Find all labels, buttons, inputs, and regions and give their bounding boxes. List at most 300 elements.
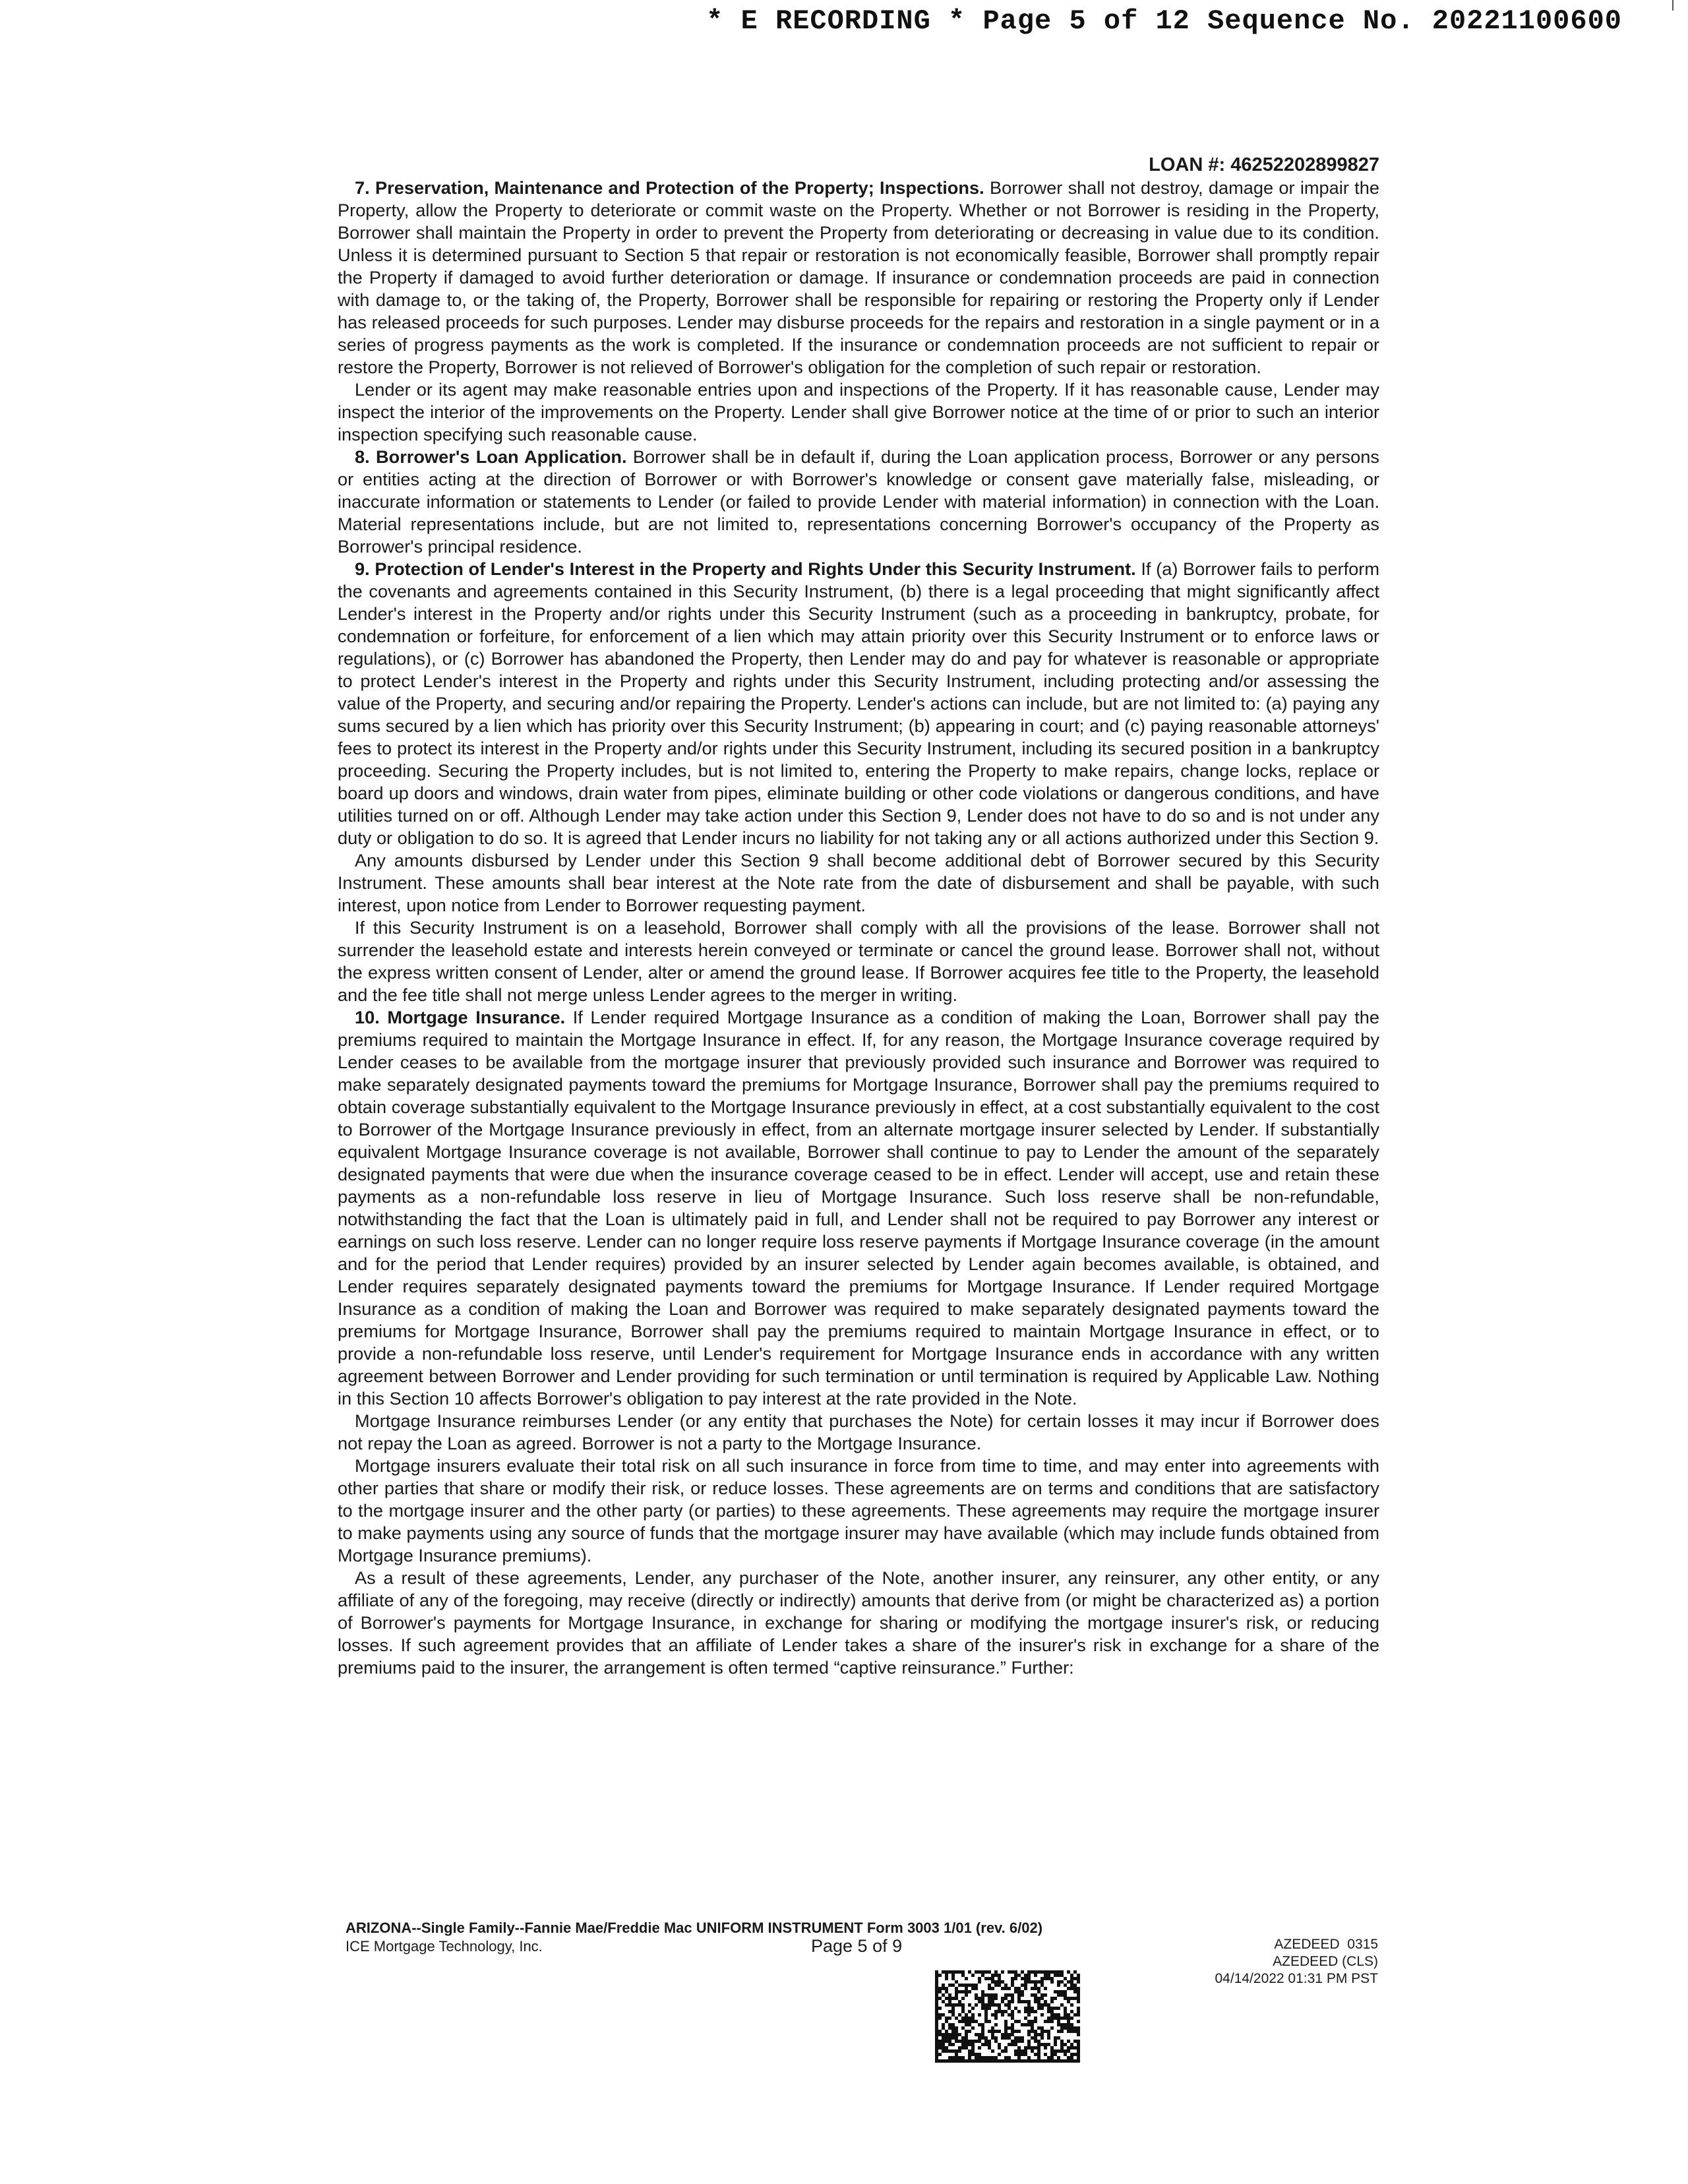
barcode-cell xyxy=(981,2059,984,2063)
barcode-cell xyxy=(942,2036,945,2040)
barcode-cell xyxy=(1070,2026,1073,2030)
barcode-cell xyxy=(971,2013,975,2017)
barcode-cell xyxy=(988,2007,991,2010)
barcode-cell xyxy=(935,2000,938,2003)
barcode-cell xyxy=(1077,2026,1080,2030)
barcode-cell xyxy=(942,2000,945,2003)
barcode-cell xyxy=(1057,1984,1060,1987)
barcode-cell xyxy=(971,2026,975,2030)
loan-number: LOAN #: 46252202899827 xyxy=(1149,154,1379,175)
section-9-number: 9. xyxy=(355,559,370,579)
barcode-cell xyxy=(1057,1980,1060,1984)
barcode-cell xyxy=(965,1993,968,1997)
barcode-cell xyxy=(994,1974,998,1977)
barcode-cell xyxy=(1077,2000,1080,2003)
barcode-cell xyxy=(981,2033,984,2036)
barcode-cell xyxy=(1057,1990,1060,1993)
barcode-cell xyxy=(984,2040,988,2043)
barcode-cell xyxy=(968,2030,971,2033)
barcode-cell xyxy=(1024,2017,1027,2020)
barcode-cell xyxy=(938,2043,942,2046)
barcode-cell xyxy=(1004,2020,1008,2023)
barcode-cell xyxy=(951,2026,955,2030)
barcode-cell xyxy=(998,2030,1001,2033)
barcode-cell xyxy=(1017,2049,1021,2053)
barcode-cell xyxy=(1070,2043,1073,2046)
barcode-cell xyxy=(1057,2023,1060,2026)
barcode-cell xyxy=(1067,2040,1070,2043)
barcode-cell xyxy=(1011,2059,1014,2063)
barcode-cell xyxy=(938,2017,942,2020)
barcode-cell xyxy=(955,2026,958,2030)
barcode-cell xyxy=(1034,2036,1037,2040)
barcode-cell xyxy=(945,1970,948,1974)
barcode-cell xyxy=(1008,2036,1011,2040)
section-9-paragraph-3: If this Security Instrument is on a leasehold, Borrower shall comply with all the provisions of the lease. Borrower shall not surrender the leasehold estate and interests herein conveyed or terminate or cancel the ground lease. Borrower shall not, without the express written consent of Lender, alter or amend the ground lease. If Borrower acquires fee title to the Property, the leasehold and the fee title shall not merge unless Lender agrees to the merger in writing. xyxy=(338,917,1379,1005)
barcode-cell xyxy=(1014,1987,1017,1990)
barcode-cell xyxy=(1040,1997,1044,2000)
barcode-cell xyxy=(938,2030,942,2033)
barcode-cell xyxy=(1077,1980,1080,1984)
barcode-cell xyxy=(984,2036,988,2040)
barcode-cell xyxy=(1047,2036,1050,2040)
barcode-cell xyxy=(968,2059,971,2063)
barcode-cell xyxy=(1014,2020,1017,2023)
barcode-cell xyxy=(961,1974,965,1977)
barcode-cell xyxy=(965,1977,968,1980)
scan-edge-mark xyxy=(1672,0,1673,11)
barcode-cell xyxy=(1014,2007,1017,2010)
barcode-cell xyxy=(961,2040,965,2043)
barcode-cell xyxy=(1021,1977,1024,1980)
barcode-cell xyxy=(1057,1974,1060,1977)
barcode-cell xyxy=(1031,2046,1034,2049)
barcode-cell xyxy=(994,1993,998,1997)
barcode-cell xyxy=(1070,2056,1073,2059)
section-7 xyxy=(338,177,1379,379)
barcode-cell xyxy=(1031,2030,1034,2033)
barcode-cell xyxy=(1040,2043,1044,2046)
barcode-cell xyxy=(1070,1980,1073,1984)
barcode-cell xyxy=(1004,2059,1008,2063)
barcode-cell xyxy=(965,1990,968,1993)
barcode-cell xyxy=(948,2000,951,2003)
barcode-cell xyxy=(948,1997,951,2000)
barcode-cell xyxy=(1037,2046,1040,2049)
barcode-cell xyxy=(1031,2026,1034,2030)
barcode-cell xyxy=(1031,1970,1034,1974)
barcode-cell xyxy=(1004,1987,1008,1990)
barcode-cell xyxy=(994,2059,998,2063)
barcode-cell xyxy=(1073,1984,1077,1987)
barcode-cell xyxy=(1027,1974,1031,1977)
barcode-cell xyxy=(958,2013,961,2017)
barcode-cell xyxy=(1047,2056,1050,2059)
barcode-cell xyxy=(1004,1984,1008,1987)
barcode-cell xyxy=(1064,2023,1067,2026)
barcode-cell xyxy=(1077,2043,1080,2046)
barcode-cell xyxy=(1073,2059,1077,2063)
barcode-cell xyxy=(975,2059,978,2063)
barcode-cell xyxy=(1004,2049,1008,2053)
barcode-cell xyxy=(1064,2017,1067,2020)
barcode-cell xyxy=(1054,2036,1057,2040)
footer-form-line: ARIZONA--Single Family--Fannie Mae/Freddie Mac UNIFORM INSTRUMENT Form 3003 1/01 (rev. 6/02) xyxy=(346,1920,1043,1936)
barcode-cell xyxy=(1050,2007,1054,2010)
barcode-cell xyxy=(1057,2036,1060,2040)
barcode-cell xyxy=(1077,2010,1080,2013)
barcode-cell xyxy=(1077,2053,1080,2056)
barcode-cell xyxy=(1037,2026,1040,2030)
barcode-cell xyxy=(998,2003,1001,2007)
barcode-cell xyxy=(1014,2053,1017,2056)
barcode-cell xyxy=(958,2049,961,2053)
barcode-cell xyxy=(942,2046,945,2049)
barcode-cell xyxy=(1067,2026,1070,2030)
barcode-cell xyxy=(1050,2049,1054,2053)
barcode-cell xyxy=(984,1970,988,1974)
barcode-cell xyxy=(938,2053,942,2056)
barcode-cell xyxy=(975,2053,978,2056)
barcode-cell xyxy=(1057,1993,1060,1997)
barcode-cell xyxy=(1027,2000,1031,2003)
barcode-cell xyxy=(1027,2030,1031,2033)
barcode-cell xyxy=(948,2017,951,2020)
barcode-cell xyxy=(1024,2023,1027,2026)
barcode-cell xyxy=(984,2017,988,2020)
barcode-cell xyxy=(955,1993,958,1997)
barcode-cell xyxy=(1031,1987,1034,1990)
barcode-cell xyxy=(958,2003,961,2007)
barcode-cell xyxy=(1067,2013,1070,2017)
barcode-cell xyxy=(988,1977,991,1980)
barcode-cell xyxy=(955,2049,958,2053)
barcode-cell xyxy=(1054,2013,1057,2017)
footer-company: ICE Mortgage Technology, Inc. xyxy=(346,1938,543,1955)
barcode-cell xyxy=(935,1984,938,1987)
barcode-cell xyxy=(935,2049,938,2053)
barcode-cell xyxy=(998,2007,1001,2010)
barcode-cell xyxy=(988,2020,991,2023)
barcode-cell xyxy=(1077,1987,1080,1990)
barcode-cell xyxy=(994,2036,998,2040)
barcode-cell xyxy=(1073,2053,1077,2056)
footer-form-info xyxy=(346,1919,1042,1956)
barcode-cell xyxy=(1037,1970,1040,1974)
barcode-cell xyxy=(1037,1997,1040,2000)
barcode-cell xyxy=(1044,1970,1047,1974)
barcode-cell xyxy=(1004,2046,1008,2049)
barcode-cell xyxy=(958,2020,961,2023)
barcode-cell xyxy=(961,2010,965,2013)
recording-header: * E RECORDING * Page 5 of 12 Sequence No. 20221100600 xyxy=(706,5,1622,37)
barcode-cell xyxy=(1050,2017,1054,2020)
barcode-cell xyxy=(994,2010,998,2013)
barcode-cell xyxy=(1024,1980,1027,1984)
barcode-cell xyxy=(984,2043,988,2046)
barcode-cell xyxy=(1060,1980,1064,1984)
barcode-cell xyxy=(981,1974,984,1977)
barcode-cell xyxy=(1014,2030,1017,2033)
barcode-cell xyxy=(955,1980,958,1984)
barcode-cell xyxy=(935,1990,938,1993)
barcode-cell xyxy=(971,2046,975,2049)
barcode-cell xyxy=(935,2036,938,2040)
barcode-cell xyxy=(978,2023,981,2026)
barcode-cell xyxy=(1011,1970,1014,1974)
barcode-cell xyxy=(948,2003,951,2007)
barcode-cell xyxy=(935,2013,938,2017)
barcode-cell xyxy=(994,2040,998,2043)
barcode-cell xyxy=(1057,2007,1060,2010)
barcode-cell xyxy=(1057,2020,1060,2023)
barcode-cell xyxy=(1011,2026,1014,2030)
barcode-cell xyxy=(1024,2010,1027,2013)
barcode-cell xyxy=(1004,2036,1008,2040)
barcode-cell xyxy=(968,2020,971,2023)
barcode-cell xyxy=(1077,2020,1080,2023)
barcode-cell xyxy=(961,2059,965,2063)
barcode-cell xyxy=(991,2026,994,2030)
barcode-cell xyxy=(1057,2059,1060,2063)
barcode-cell xyxy=(1077,2056,1080,2059)
barcode-cell xyxy=(1054,2043,1057,2046)
barcode-cell xyxy=(994,2003,998,2007)
barcode-cell xyxy=(945,2049,948,2053)
barcode-cell xyxy=(1008,2000,1011,2003)
barcode-cell xyxy=(1044,1974,1047,1977)
barcode-cell xyxy=(1014,1974,1017,1977)
barcode-cell xyxy=(984,2003,988,2007)
barcode-cell xyxy=(1073,1990,1077,1993)
barcode-cell xyxy=(1011,1997,1014,2000)
barcode-cell xyxy=(994,2056,998,2059)
barcode-cell xyxy=(1034,1984,1037,1987)
barcode-cell xyxy=(1077,2033,1080,2036)
footer-page-number: Page 5 of 9 xyxy=(811,1936,903,1956)
barcode-cell xyxy=(1054,1997,1057,2000)
barcode-cell xyxy=(968,1970,971,1974)
barcode-cell xyxy=(1050,1977,1054,1980)
barcode-cell xyxy=(948,2040,951,2043)
barcode-cell xyxy=(1040,2036,1044,2040)
barcode-cell xyxy=(1027,2059,1031,2063)
barcode-cell xyxy=(1027,2010,1031,2013)
barcode-cell xyxy=(961,2007,965,2010)
barcode-cell xyxy=(1070,1977,1073,1980)
barcode-cell xyxy=(935,1970,938,1974)
barcode-cell xyxy=(971,2007,975,2010)
barcode-cell xyxy=(1017,2000,1021,2003)
barcode-cell xyxy=(1021,2000,1024,2003)
barcode-cell xyxy=(955,1990,958,1993)
barcode-cell xyxy=(988,1993,991,1997)
barcode-cell xyxy=(981,2026,984,2030)
barcode-cell xyxy=(1040,1980,1044,1984)
barcode-cell xyxy=(1050,1980,1054,1984)
barcode-cell xyxy=(945,2059,948,2063)
barcode-cell xyxy=(968,2043,971,2046)
barcode-cell xyxy=(1067,1970,1070,1974)
barcode-cell xyxy=(948,1984,951,1987)
barcode-cell xyxy=(935,2030,938,2033)
barcode-cell xyxy=(978,2053,981,2056)
barcode-cell xyxy=(1001,2049,1004,2053)
barcode-cell xyxy=(1034,2017,1037,2020)
barcode-cell xyxy=(1067,2030,1070,2033)
barcode-cell xyxy=(978,2040,981,2043)
section-10-number: 10. xyxy=(355,1007,380,1027)
barcode-cell xyxy=(1008,2013,1011,2017)
barcode-cell xyxy=(1054,1970,1057,1974)
barcode-cell xyxy=(1070,1984,1073,1987)
barcode-cell xyxy=(938,2033,942,2036)
barcode-cell xyxy=(1064,1997,1067,2000)
barcode-cell xyxy=(1040,1970,1044,1974)
barcode-cell xyxy=(1034,1970,1037,1974)
barcode-cell xyxy=(1011,2030,1014,2033)
barcode-cell xyxy=(1017,1990,1021,1993)
barcode-cell xyxy=(955,2036,958,2040)
barcode-cell xyxy=(1024,2053,1027,2056)
barcode-cell xyxy=(1077,2046,1080,2049)
barcode-cell xyxy=(1031,2036,1034,2040)
barcode-cell xyxy=(955,2040,958,2043)
barcode-cell xyxy=(968,2010,971,2013)
barcode-cell xyxy=(1027,1970,1031,1974)
barcode-cell xyxy=(1054,2049,1057,2053)
barcode-cell xyxy=(1067,2056,1070,2059)
barcode-cell xyxy=(1008,2043,1011,2046)
barcode-cell xyxy=(1047,1977,1050,1980)
barcode-cell xyxy=(935,2056,938,2059)
barcode-cell xyxy=(1034,1980,1037,1984)
barcode-cell xyxy=(991,1993,994,1997)
section-7-number: 7. xyxy=(355,177,370,198)
barcode-cell xyxy=(948,1970,951,1974)
barcode-cell xyxy=(1021,1984,1024,1987)
barcode-cell xyxy=(1054,2053,1057,2056)
barcode-cell xyxy=(1017,1993,1021,1997)
barcode-cell xyxy=(1064,1990,1067,1993)
barcode-cell xyxy=(1001,2000,1004,2003)
barcode-cell xyxy=(1011,2000,1014,2003)
barcode-cell xyxy=(951,2023,955,2026)
barcode-cell xyxy=(945,2017,948,2020)
barcode-cell xyxy=(1008,1993,1011,1997)
barcode-cell xyxy=(981,1970,984,1974)
barcode-cell xyxy=(1054,2040,1057,2043)
barcode-cell xyxy=(1040,1993,1044,1997)
barcode-cell xyxy=(1067,2020,1070,2023)
barcode-cell xyxy=(1064,2026,1067,2030)
barcode-cell xyxy=(955,2017,958,2020)
barcode-cell xyxy=(1070,2023,1073,2026)
barcode-cell xyxy=(1017,2020,1021,2023)
barcode-cell xyxy=(1064,2043,1067,2046)
barcode-cell xyxy=(968,2056,971,2059)
barcode-cell xyxy=(1004,2023,1008,2026)
section-10-paragraph-3: Mortgage insurers evaluate their total risk on all such insurance in force from time to time, and may enter into agreements with other parties that share or modify their risk, or reduce losses. These agreements are on terms and conditions that are satisfactory to the mortgage insurer and the other party (or parties) to these agreements. These agreements may require the mortgage insurer to make payments using any source of funds that the mortgage insurer may have available (which may include funds obtained from Mortgage Insurance premiums). xyxy=(338,1455,1379,1565)
barcode-cell xyxy=(1004,2026,1008,2030)
barcode-cell xyxy=(971,2059,975,2063)
barcode-cell xyxy=(991,2059,994,2063)
barcode-cell xyxy=(1047,2007,1050,2010)
barcode-cell xyxy=(961,1984,965,1987)
barcode-cell xyxy=(1060,2023,1064,2026)
barcode-cell xyxy=(1027,2046,1031,2049)
barcode-cell xyxy=(968,2049,971,2053)
barcode-cell xyxy=(1011,2040,1014,2043)
barcode-cell xyxy=(1014,1977,1017,1980)
barcode-cell xyxy=(961,1970,965,1974)
barcode-cell xyxy=(961,1990,965,1993)
barcode-cell xyxy=(1067,2049,1070,2053)
barcode-cell xyxy=(1067,2000,1070,2003)
barcode-cell xyxy=(951,1984,955,1987)
barcode-cell xyxy=(1077,1990,1080,1993)
barcode-cell xyxy=(975,1984,978,1987)
barcode-cell xyxy=(1034,1997,1037,2000)
barcode-cell xyxy=(1073,2040,1077,2043)
barcode-cell xyxy=(1050,2056,1054,2059)
barcode-cell xyxy=(942,2026,945,2030)
barcode-cell xyxy=(951,2007,955,2010)
barcode-cell xyxy=(958,1990,961,1993)
barcode-cell xyxy=(1024,2059,1027,2063)
barcode-cell xyxy=(935,1974,938,1977)
barcode-cell xyxy=(988,2003,991,2007)
barcode-cell xyxy=(988,2030,991,2033)
barcode-cell xyxy=(1054,2017,1057,2020)
barcode-cell xyxy=(998,2053,1001,2056)
barcode-cell xyxy=(1040,2059,1044,2063)
barcode-cell xyxy=(1031,2059,1034,2063)
barcode-cell xyxy=(1047,2003,1050,2007)
barcode-cell xyxy=(1067,2023,1070,2026)
barcode-cell xyxy=(1017,1997,1021,2000)
barcode-cell xyxy=(991,1997,994,2000)
section-8-body: Borrower shall be in default if, during the Loan application process, Borrower or any persons or entities acting at the direction of Borrower or with Borrower's knowledge or consent gave materially false, misleading, or inaccurate information or statements to Lender (or failed to provide Lender with material information) in connection with the Loan. Material representations include, but are not limited to, representations concerning Borrower's occupancy of the Property as Borrower's principal residence. xyxy=(338,446,1379,557)
barcode-cell xyxy=(1037,2053,1040,2056)
barcode-cell xyxy=(951,1977,955,1980)
barcode-cell xyxy=(1044,2020,1047,2023)
barcode-cell xyxy=(1077,2007,1080,2010)
barcode-cell xyxy=(945,1974,948,1977)
barcode-cell xyxy=(1037,2049,1040,2053)
barcode-cell xyxy=(948,2010,951,2013)
barcode-cell xyxy=(1021,1970,1024,1974)
barcode-cell xyxy=(984,2007,988,2010)
barcode-cell xyxy=(971,2017,975,2020)
barcode-cell xyxy=(1008,2056,1011,2059)
barcode-cell xyxy=(951,1970,955,1974)
barcode-cell xyxy=(942,2049,945,2053)
barcode-cell xyxy=(942,2033,945,2036)
barcode-cell xyxy=(935,2026,938,2030)
barcode-cell xyxy=(988,2056,991,2059)
barcode-cell xyxy=(1027,2040,1031,2043)
barcode-cell xyxy=(1064,1993,1067,1997)
barcode-cell xyxy=(1070,2030,1073,2033)
barcode-cell xyxy=(1024,1987,1027,1990)
barcode-cell xyxy=(971,2040,975,2043)
barcode-cell xyxy=(1027,2020,1031,2023)
barcode-cell xyxy=(935,2043,938,2046)
barcode-cell xyxy=(1034,2020,1037,2023)
barcode-cell xyxy=(1004,2033,1008,2036)
barcode-cell xyxy=(1064,2053,1067,2056)
